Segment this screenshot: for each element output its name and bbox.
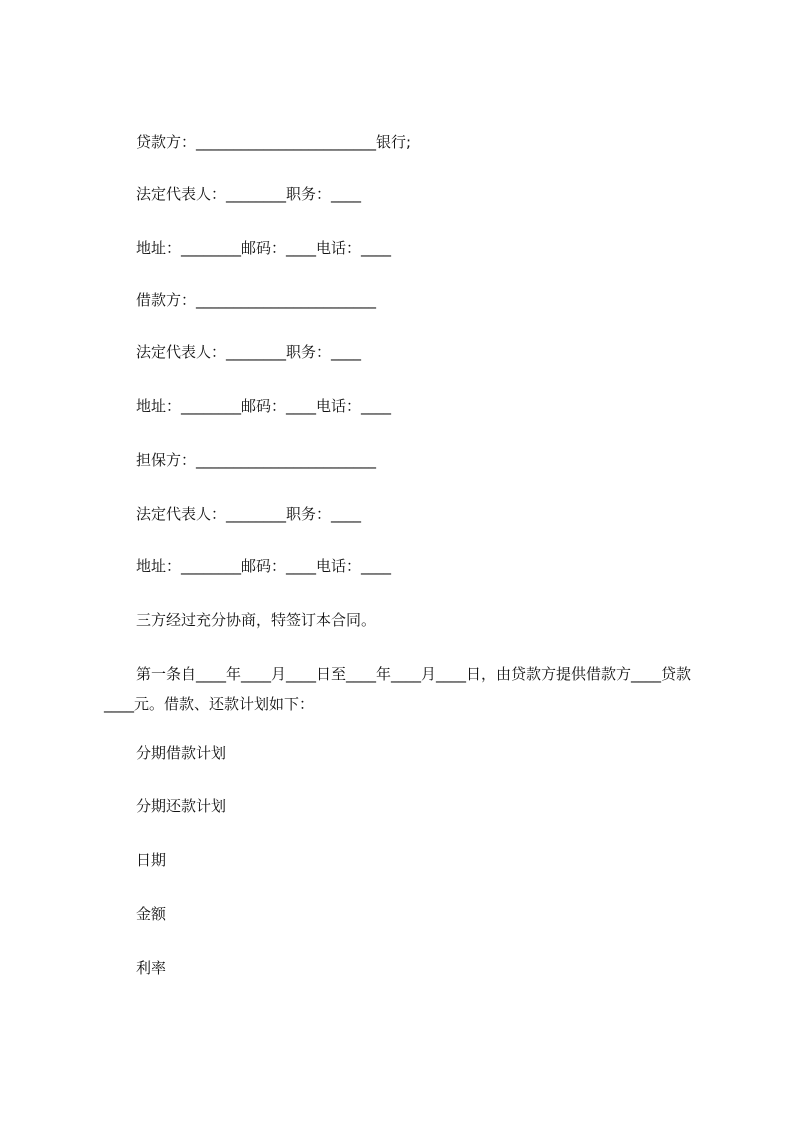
borrower-line: 借款方：________________________: [136, 291, 377, 309]
guarantor-line: 担保方：________________________: [136, 451, 377, 469]
date-item: 日期: [136, 851, 167, 869]
rate-item: 利率: [136, 959, 167, 977]
guarantor-representative-line: 法定代表人：________职务：____: [136, 505, 362, 523]
lender-representative-line: 法定代表人：________职务：____: [136, 185, 362, 203]
agreement-statement: 三方经过充分协商，特签订本合同。: [136, 611, 377, 629]
guarantor-address-line: 地址：________邮码：____电话：____: [136, 557, 392, 575]
repayment-plan-item: 分期还款计划: [136, 797, 227, 815]
borrower-representative-line: 法定代表人：________职务：____: [136, 343, 362, 361]
amount-item: 金额: [136, 905, 167, 923]
lender-line: 贷款方：________________________银行;: [136, 133, 412, 151]
lender-address-line: 地址：________邮码：____电话：____: [136, 239, 392, 257]
article-1-text: 第一条自____年____月____日至____年____月____日，由贷款方提供借款方____贷款____元。借款、还款计划如下：: [104, 665, 692, 713]
article-1-paragraph: [104, 659, 704, 719]
loan-plan-item: 分期借款计划: [136, 744, 227, 762]
borrower-address-line: 地址：________邮码：____电话：____: [136, 397, 392, 415]
